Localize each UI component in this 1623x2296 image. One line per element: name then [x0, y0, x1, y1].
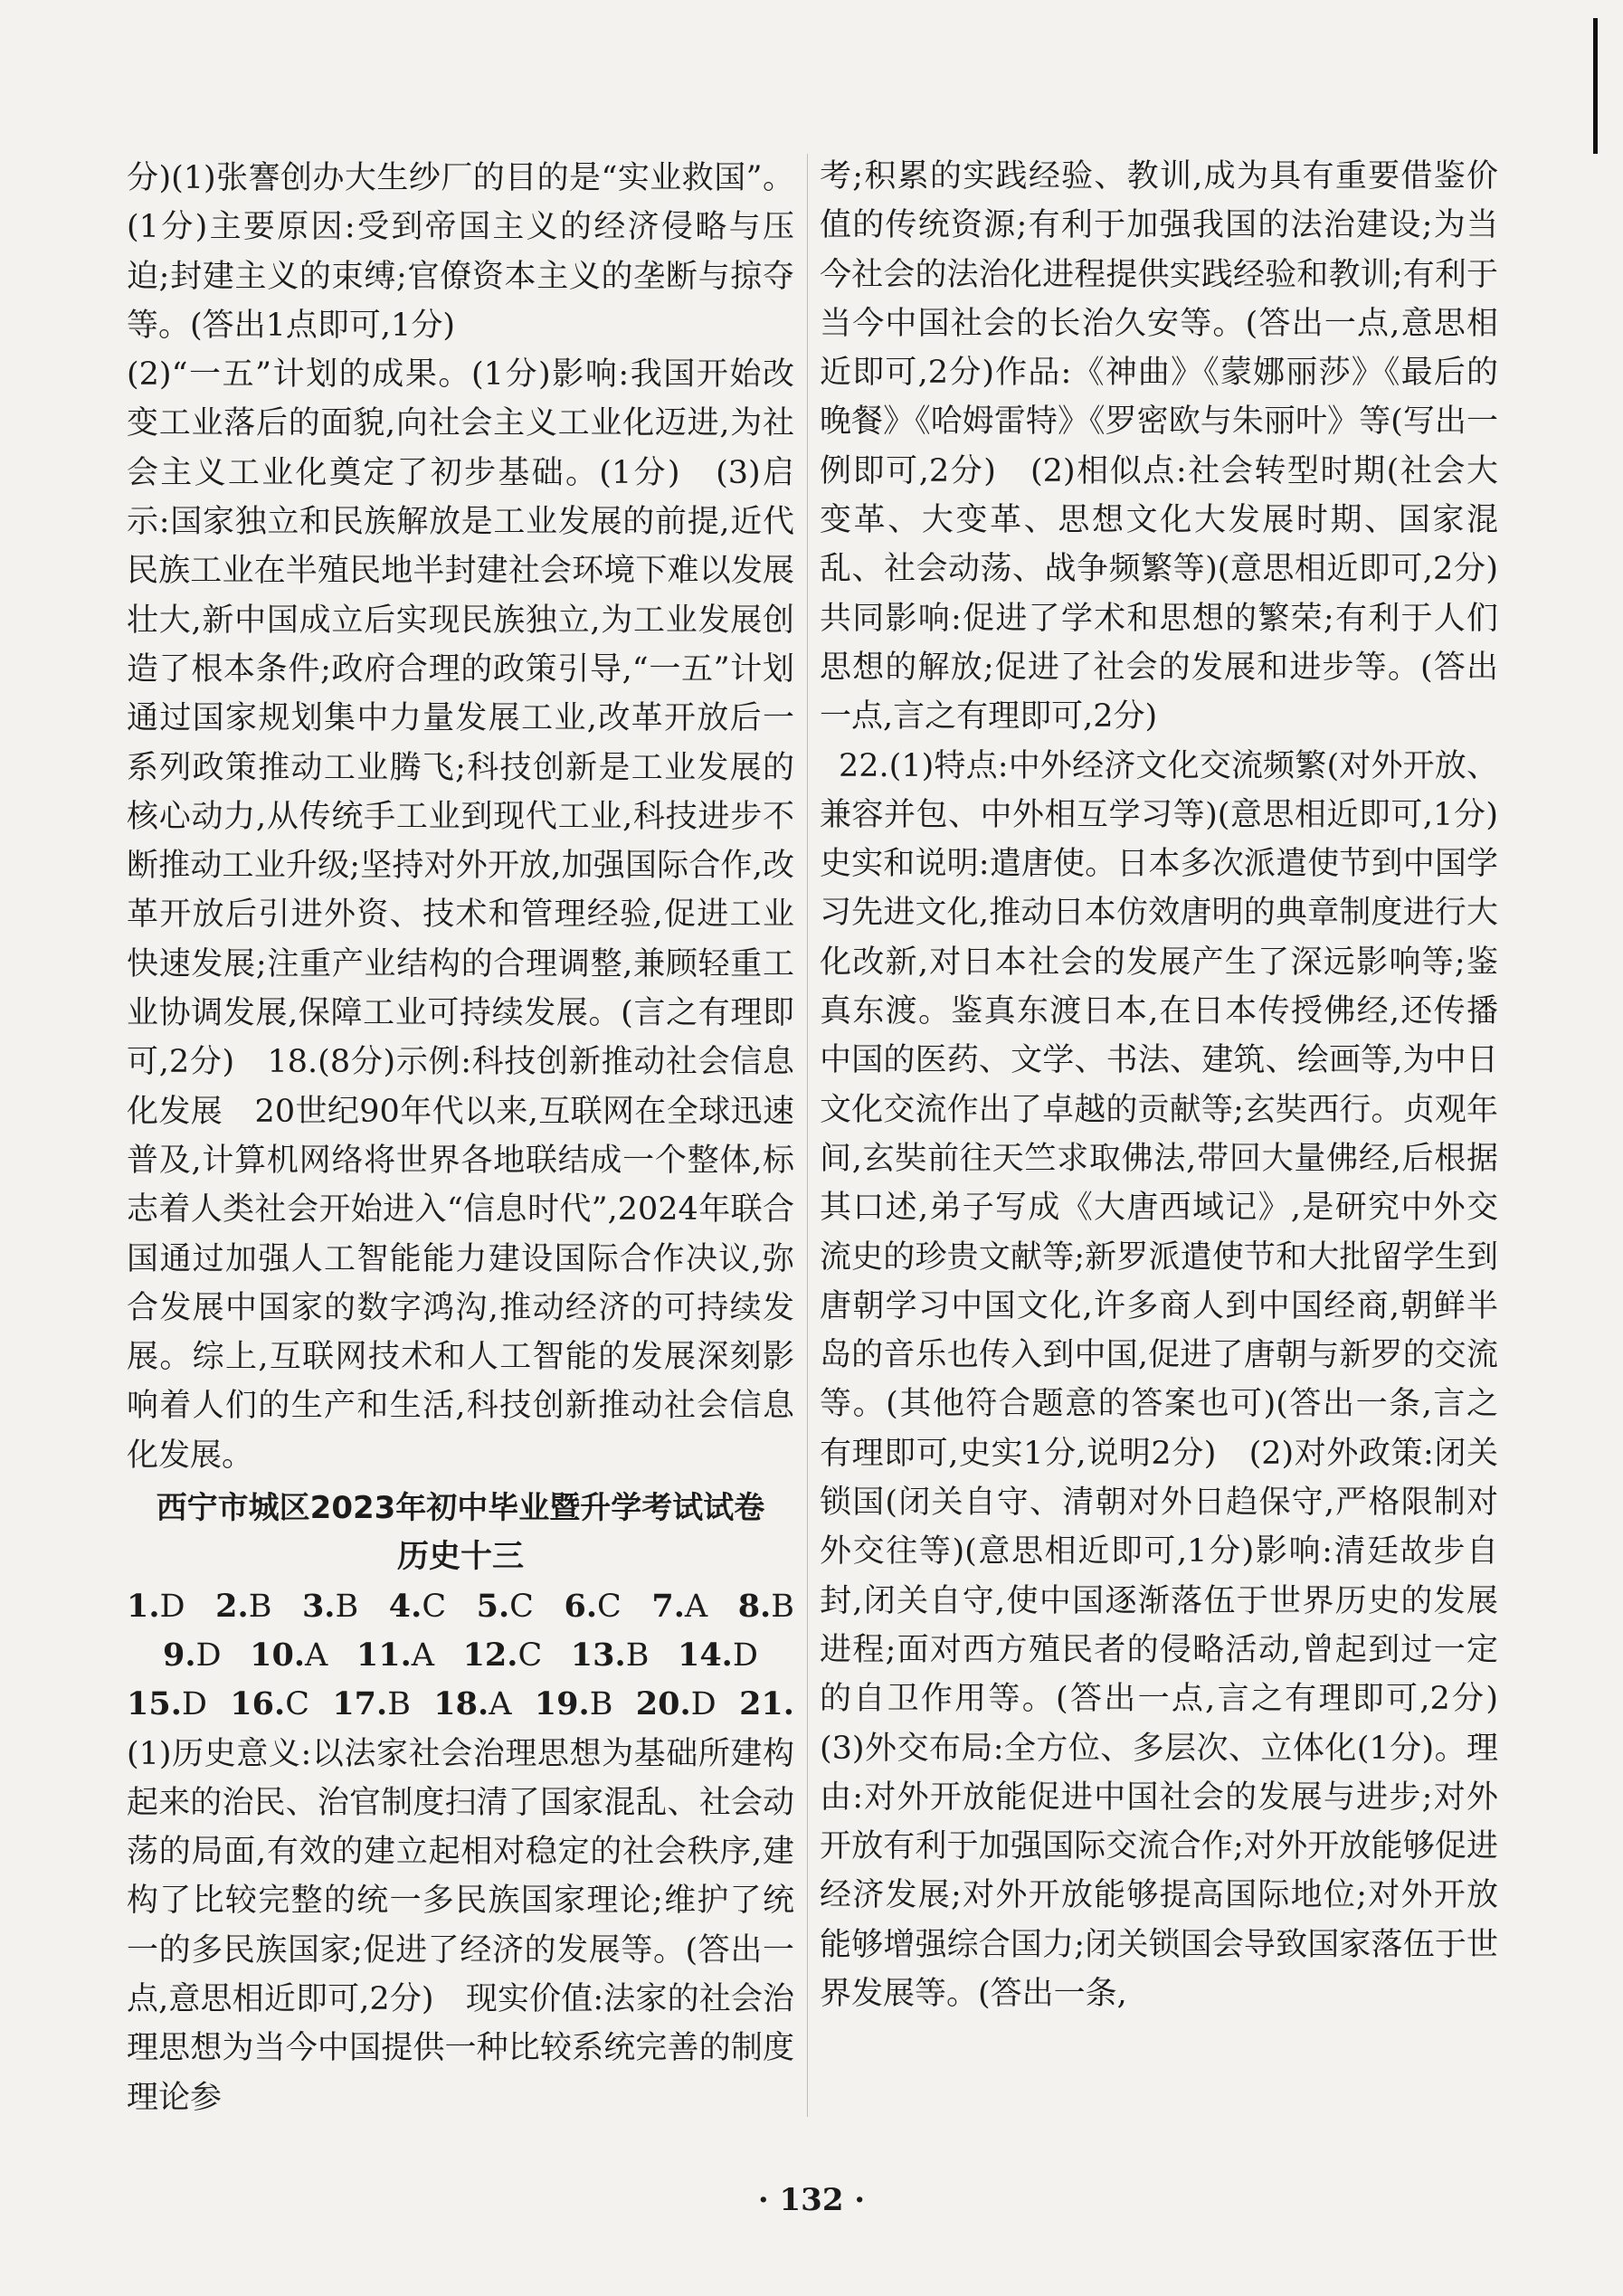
- answers-row-3: [127, 1680, 794, 1729]
- answer-item: 8.B: [737, 1587, 794, 1625]
- answer-paragraph-22: 22.(1)特点:中外经济文化交流频繁(对外开放、兼容并包、中外相互学习等)(意思相近即可,1分)史实和说明:遣唐使。日本多次派遣使节到中国学习先进文化,推动日本仿效唐明的典章制度进行大化改新,对日本社会的发展产生了深远影响等;鉴真东渡。鉴真东渡日本,在日本传授佛经,还传播中国的医药、文学、书法、建筑、绘画等,为中日文化交流作出了卓越的贡献等;玄奘西行。贞观年间,玄奘前往天竺求取佛法,带回大量佛经,后根据其口述,弟子写成《大唐西域记》,是研究中外交流史的珍贵文献等;新罗派遣使节和大批留学生到唐朝学习中国文化,许多商人到中国经商,朝鲜半岛的音乐也传入到中国,促进了唐朝与新罗的交流等。(其他符合题意的答案也可)(答出一条,言之有理即可,史实1分,说明2分) (2)对外政策:闭关锁国(闭关自守、清朝对外日趋保守,严格限制对外交往等)(意思相近即可,1分)影响:清廷故步自封,闭关自守,使中国逐渐落伍于世界历史的发展进程;面对西方殖民者的侵略活动,曾起到过一定的自卫作用等。(答出一点,言之有理即可,2分) (3)外交布局:全方位、多层次、立体化(1分)。理由:对外开放能促进中国社会的发展与进步;对外开放有利于加强国际交流合作;对外开放能够促进经济发展;对外开放能够提高国际地位;对外开放能够增强综合国力;闭关锁国会导致国家落伍于世界发展等。(答出一条,: [820, 747, 1531, 2012]
- answer-paragraph-17-part1: 分)(1)张謇创办大生纱厂的目的是“实业救国”。(1分)主要原因:受到帝国主义的经济侵略与压迫;封建主义的束缚;官僚资本主义的垄断与掠夺等。(答出1点即可,1分): [127, 160, 794, 344]
- answer-item: 7.A: [651, 1587, 708, 1625]
- answer-item: 1.D: [127, 1587, 185, 1625]
- answer-item: 19.B: [534, 1685, 613, 1723]
- right-column: [820, 152, 1531, 2124]
- answer-item: 2.B: [215, 1587, 272, 1625]
- answer-item: 12.C: [462, 1636, 543, 1674]
- answer-item: 13.B: [570, 1636, 650, 1674]
- left-column: [127, 154, 794, 2126]
- exam-subtitle: 历史十三: [396, 1539, 524, 1576]
- answers-row-1: [127, 1582, 794, 1631]
- answer-item: 11.A: [356, 1636, 435, 1674]
- answer-item: 21.: [739, 1685, 794, 1723]
- answer-item: 9.D: [163, 1636, 222, 1674]
- answer-item: 4.C: [388, 1587, 447, 1625]
- exam-title: 西宁市城区2023年初中毕业暨升学考试试卷: [156, 1490, 765, 1527]
- page-number: · 132 ·: [757, 2182, 866, 2218]
- answer-paragraph-17-part2-18: (2)“一五”计划的成果。(1分)影响:我国开始改变工业落后的面貌,向社会主义工业化迈进,为社会主义工业化奠定了初步基础。(1分) (3)启示:国家独立和民族解放是工业发展的前提,近代民族工业在半殖民地半封建社会环境下难以发展壮大,新中国成立后实现民族独立,为工业发展创造了根本条件;政府合理的政策引导,“一五”计划通过国家规划集中力量发展工业,改革开放后一系列政策推动工业腾飞;科技创新是工业发展的核心动力,从传统手工业到现代工业,科技进步不断推动工业升级;坚持对外开放,加强国际合作,改革开放后引进外资、技术和管理经验,促进工业快速发展;注重产业结构的合理调整,兼顾轻重工业协调发展,保障工业可持续发展。(言之有理即可,2分) 18.(8分)示例:科技创新推动社会信息化发展 20世纪90年代以来,互联网在全球迅速普及,计算机网络将世界各地联结成一个整体,标志着人类社会开始进入“信息时代”,2024年联合国通过加强人工智能能力建设国际合作决议,弥合发展中国家的数字鸿沟,推动经济的可持续发展。综上,互联网技术和人工智能的发展深刻影响着人们的生产和生活,科技创新推动社会信息化发展。: [127, 356, 794, 1474]
- answer-item: 3.B: [301, 1587, 359, 1625]
- page-edge-mark: [1593, 18, 1598, 154]
- answer-item: 5.C: [476, 1587, 534, 1625]
- answer-item: 20.D: [635, 1685, 717, 1723]
- answer-item: 17.B: [332, 1685, 411, 1723]
- answer-item: 14.D: [677, 1636, 758, 1674]
- answer-item: 16.C: [230, 1685, 309, 1723]
- column-divider: [807, 154, 808, 2117]
- choice-answers: [127, 1582, 794, 1730]
- answer-item: 10.A: [250, 1636, 328, 1674]
- answer-item: 15.D: [127, 1685, 207, 1723]
- answer-item: 6.C: [564, 1587, 622, 1625]
- answer-paragraph-21-continued: 考;积累的实践经验、教训,成为具有重要借鉴价值的传统资源;有利于加强我国的法治建设;为当今社会的法治化进程提供实践经验和教训;有利于当今中国社会的长治久安等。(答出一点,意思相近即可,2分)作品:《神曲》《蒙娜丽莎》《最后的晚餐》《哈姆雷特》《罗密欧与朱丽叶》等(写出一例即可,2分) (2)相似点:社会转型时期(社会大变革、大变革、思想文化大发展时期、国家混乱、社会动荡、战争频繁等)(意思相近即可,2分) 共同影响:促进了学术和思想的繁荣;有利于人们思想的解放;促进了社会的发展和进步等。(答出一点,言之有理即可,2分): [820, 158, 1531, 735]
- answer-item: 18.A: [433, 1685, 512, 1723]
- answers-row-2: [127, 1631, 794, 1680]
- answer-paragraph-21: (1)历史意义:以法家社会治理思想为基础所建构起来的治民、治官制度扫清了国家混乱、社会动荡的局面,有效的建立起相对稳定的社会秩序,建构了比较完整的统一多民族国家理论;维护了统一的多民族国家;促进了经济的发展等。(答出一点,意思相近即可,2分) 现实价值:法家的社会治理思想为当今中国提供一种比较系统完善的制度理论参: [127, 1735, 794, 2116]
